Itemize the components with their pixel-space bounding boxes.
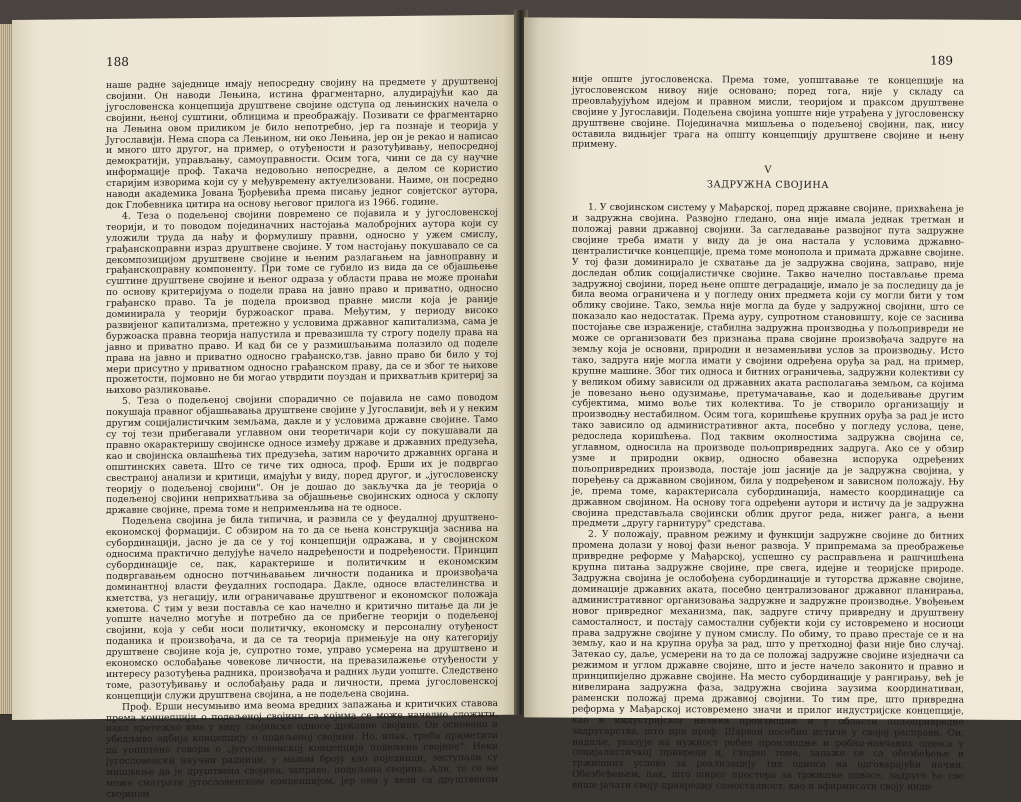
right-page-text [572, 75, 964, 794]
left-page-text [106, 77, 498, 801]
chapter-title: ЗАДРУЖНА СВОЈИНА [707, 179, 829, 192]
right-page-number: 189 [930, 53, 953, 68]
left-paragraph-1: наше радне заједнице имају непосредну својину на предмете у друштвеној својини. Он наводи Лењина, истина фрагментарно, алудирајући као да југословенска концепција друштвене својине одступа од лењинских начела о својини, њеној суштини, облицима и преображају. Позивати се фрагментарно на Лењина овом приликом је било непотребно, јер га познаје и теорија у Југославији. Нема спора са Лењином, ни око Лењина, јер он је рекао и написао и много што другог, на пример, о отуђености и разотуђивању, непосредној демократији, управљању, самоуправности. Осим тога, чини се да су научне информације проф. Такача недовољно непосредне, а делом се користио старијим изворима који су у међувремену актуелизовани. Наиме, он посредно наводи академика Јована Ђорђевића према писању једног совјетског аутора, док Глобевника цитира на основу његовог прилога из 1966. године. [106, 75, 498, 211]
chapter-paragraph-1: 1. У својинском систему у Мађарској, поред државне својине, прихваћена је и задружна својина. Развојно гледано, она није имала једнак третман и положај равни државној својини. За сагледавање развојног пута задружне својине треба имати у виду да је она настала у условима државно-централистичке концепције, према томе монопола и примата државне својине. У тој фази доминирало је схватање да је задружна својина, заправо, није доследан облик социјалистичке својине. Такво начелно постављање према задружној својини, поред њене опште деградације, имало је за последицу да је била веома ограничена и у погледу оних предмета који су могли бити у том облику својине. Тако, земља није могла да буде у задружној својини, што се показало као недостатак. Према ауру, супротном становишту, које се заснива постојање све израженије, стабилна задружна производња у пољопривреди не може се организовати без признања права својине произвођача задруге на земљу која је основни, природни и незаменљиви услов за производњу. Исто тако, задруга није могла имати у својини одређена оруђа за рад, на пример, крупне машине. Због тих односа и битних ограничења, задружни колективи су у великом обиму зависили од државних аката располагања земљом, са којима је повезано њено одузимање, претумачавање, као и додељивање другим субјектима, мимо воље тих колектива. То је створило организацију и производњу нестабилном. Осим тога, коришћење крупних оруђа за рад је исто тако зависило од административног акта, посебно у погледу услова, цене, редоследа коришћења. Под таквим околностима задружна својина се, углавном, односила на производе пољопривредних задруга. Ако се у обзир узме и природни оквир, односно обавезна испорука одређених пољопривредних производа, постаје још јасније да је задружна својина, у поређењу са државном својином, била у подређеном и зависном положају. Њу је, према томе, карактерисала субординација, наместо координације са државном својином. На основу тога одређени аутори и истичу да је задружна својина представљала својински облик другог реда, нижег ранга, а њени предмети „другу гарнитуру" средстава. [572, 201, 964, 531]
chapter-number: V [764, 165, 772, 177]
right-page [524, 17, 1021, 793]
left-paragraph-3: 5. Теза о подељеној својини спорадично се појавила не само поводом покушаја правног објашњавања друштвене својине у Југославији, већ и у неким другим социјалистичким земљама, дакле и у условима државне својине. Тамо су тој тези прибегавали углавном они теоретичари који су покушавали да правно окарактеришу својинске односе између државе и државних предузећа, као и својинска овлашћења тих предузећа, затим нарочито државних органа и општинских савета. Што се тиче тих односа, проф. Ерши их је подвргао свестраној анализи и критици, имајући у виду, поред другог, и „југословенску теорију о подељеној својини". Он је дошао до закључка да је теорија о подељеној својини неприхватљива за објашњење својинских односа у склопу државне својине, према томе и неприменљива на те односе. [106, 392, 498, 517]
left-page [12, 15, 519, 800]
right-paragraph-1: није опште југословенска. Према томе, уопштавање те концепције на југословенском нивоу није основано; поред тога, није у складу са преовлађујућом идејом и правном мисли, теоријом и праксом друштвене својине у Југославији. Подељена својина уопште није утрађена у југословенску друштвене својине. Појединачна мишљења о подељеној својини, пак, нису оставила видњијег трага на општу концепцију друштвене својине и њену примену. [572, 73, 964, 151]
page-edges [0, 24, 12, 714]
left-paragraph-2: 4. Теза о подељеној својини повремено се појавила и у југословенској теорији, и то поводом појединачних настојања малобројних аутора који су уложили труда да нађу и формулишу правни, односно у ужем смислу, грађанскоправни израз друштвене својине. У том настојању покушавало се са декомпозицијом друштвене својине и њеним разлагањем на јавноправну и грађанскоправну компоненту. При томе се губило из вида да се објашњење суштине друштвене својине и њеног одраза у области права не може пронаћи по основу критеријума о подели права на јавно право и приватно, односно грађанско право. Та је подела производ правне мисли која је раније доминирала у теорији буржоаског права. Међутим, у периоду високо развијеног капитализма, претежно у условима државног капитализма, сама је буржоаска правна теорија напустила и превазишла ту строгу поделу права на јавно и приватно право. И кад би се у размишљањима полазило од поделе права на јавно и приватно односно грађанско,тзв. јавно право би било у тој мери присутно у приватном односно грађанском праву, да се и због те њихове прожетости, појмовно не би могао утврдити поуздан и прихватљив критериј за њихово разликовање. [106, 206, 498, 397]
left-paragraph-4: Подељена својина је била типична, и развила се у феудалној друштвено-економској формацији. С обзиром на то да се њена конструкција заснива на субординацији, јасно је да се у тој концепцији одражава, и у својинском односима практично делујуће начело надређености и подређености. Принцип субординације се, пак, карактерише и политичким и економским подвргавањем односно потчињавањем личности поданика и произвођача доминантној власти феудалних господара. Дакле, односе властелинства и кметства, уз негацију, или ограничавање друштвеног и економског положаја кметова. С тим у вези поставља се као начелно и критично питање да ли је уопште начелно могуће и потребно да се прибегне теорији о подељеној својини, која у себи носи политичку, економску и персоналну отуђеност поданика и произвођача, и да се та теорија примењује на ону категорију друштвене својине која је, супротно томе, управо усмерена на друштвено и економско ослобађање човекове личности, на превазилажење отуђености у интересу разотуђења радника, произвођача и радних људи уопште. Следствено томе, разотуђивању и ослобађању рада и личности, према југословенској концепцији служи друштвена својина, а не подељена својина. [106, 512, 498, 702]
left-paragraph-5: Проф. Ерши несумњиво има веома вредних запажања и критичких ставова према концепцији о подељеној својини са којима се може начелно сложити, иако претежно има у виду својинске односе државне својине. Он основано и убедљиво одбија концепцију о подељеној својини. Но, ипак, треба приметити да уопштено говори о „југословенској концепцији подељене својине". Неки југословенски научни радници, у малом броју као појединци, заступали су мишљење да је друштвена својина, заправо, подељена својина. Али, то се не може сматрати југословенском концепцијом, јер она у вези са друштвеном својином [106, 697, 498, 800]
chapter-paragraph-2: 2. У положају, правном режиму и функцији задружне својине до битних промена долази у новој фази њеног развоја. У припремама за преображење привредне реформе у Мађарској, успешно су расправљена и рашчишћена крупна питања задружне својине, пре свега, идејне и теоријске природе. Задружна својина је ослобођена субординације и туторства државне својине, доминације државних аката, посебно централизованог државног планирања, административног организовања задружне и задружне производње. Увођењем новог привредног механизма, пак, задруге стичу привредну и друштвену самосталност, и постају самостални субјекти који су истовремено и носиоци права задружне својине у пуном смислу. По обиму, то право престаје се и на земљу, као и на крупна оруђа за рад, што у претходној фази није био случај. Затекао су, даље, усмерени на то да се положај задружне својине изједначи са режимом и углом државне својине, што и јесте начело законито и правно и принципијелно државне својине. На место субординације у рангирању, већ је нивелирана задружна фаза, задружна својина заузима координативан, раменски положај према државној својини. То тим пре, што привредна реформа у Мађарској истовремено значи и прилог индустријске концепције, као и индустријског начина производње и у области пољопривредне задругарства, што при проф. Шарван посебно истиче у својој расправи. Он, надаље, указује на нужност робне производње и робно-новчаних односа у социјалистичкој привреди и, сходно томе, залаже се са обезбеђење и тржишних услова за реализацију тих односа на одговарајући начин. Обезбеђењем, пак, што ширег простора за тржишне односе, задруге ће све више јачати своју привредну самосталност, као и афирмисати своју инди- [572, 529, 964, 793]
left-page-number: 188 [106, 54, 129, 70]
